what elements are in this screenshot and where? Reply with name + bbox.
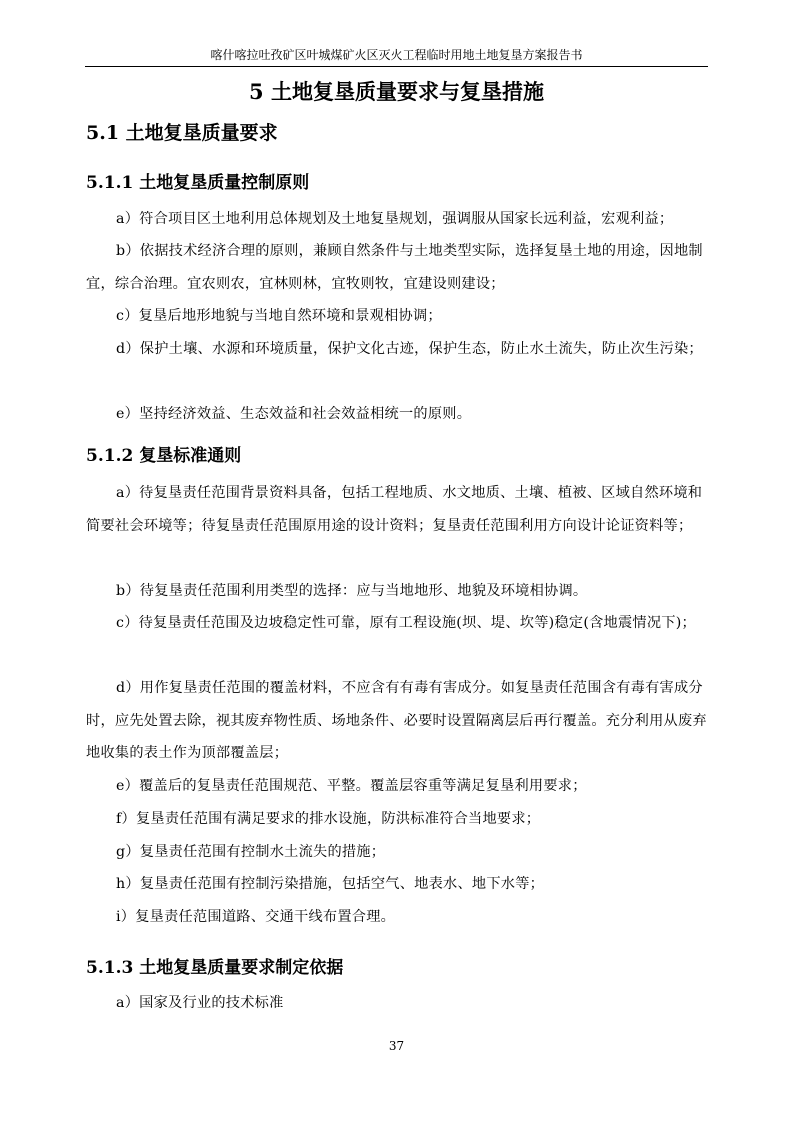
standard-a: a）待复垦责任范围背景资料具备，包括工程地质、水文地质、土壤、植被、区域自然环境和简要社会环境等；待复垦责任范围原用途的设计资料；复垦责任范围利用方向设计论证资料等； [86, 485, 703, 534]
standard-d: d）用作复垦责任范围的覆盖材料，不应含有有毒有害成分。如复垦责任范围含有毒有害成分时，应先处置去除，视其废弃物性质、场地条件、必要时设置隔离层后再行覆盖。充分利用从废弃地收集的表土作为顶部覆盖层； [86, 680, 707, 761]
principle-e: e）坚持经济效益、生态效益和社会效益相统一的原则。 [116, 406, 472, 422]
principle-b: b）依据技术经济合理的原则，兼顾自然条件与土地类型实际，选择复垦土地的用途，因地制宜，综合治理。宜农则农，宜林则林，宜牧则牧，宜建设则建设； [86, 243, 703, 292]
principle-d: d）保护土壤、水源和环境质量，保护文化古迹，保护生态，防止水土流失，防止次生污染； [116, 341, 703, 357]
section-heading-5-1-1: 5.1.1 土地复垦质量控制原则 [86, 173, 310, 193]
page-number: 37 [388, 1039, 405, 1053]
standard-b: b）待复垦责任范围利用类型的选择：应与当地地形、地貌及环境相协调。 [116, 583, 588, 599]
section-heading-5-1-2: 5.1.2 复垦标准通则 [86, 446, 242, 466]
principle-c: c）复垦后地形地貌与当地自然环境和景观相协调； [116, 308, 442, 324]
running-header: 喀什喀拉吐孜矿区叶城煤矿火区灭火工程临时用地土地复垦方案报告书 [85, 46, 708, 67]
standard-g: g）复垦责任范围有控制水土流失的措施； [116, 844, 386, 860]
standard-c: c）待复垦责任范围及边坡稳定性可靠，原有工程设施(坝、堤、坎等)稳定(含地震情况下)； [116, 615, 696, 631]
standard-f: f）复垦责任范围有满足要求的排水设施，防洪标准符合当地要求； [116, 811, 541, 827]
basis-a: a）国家及行业的技术标准 [116, 995, 284, 1011]
section-heading-5-1: 5.1 土地复垦质量要求 [86, 122, 278, 144]
section-heading-5-1-3: 5.1.3 土地复垦质量要求制定依据 [86, 958, 344, 978]
standard-h: h）复垦责任范围有控制污染措施，包括空气、地表水、地下水等； [116, 876, 545, 892]
standard-e: e）覆盖后的复垦责任范围规范、平整。覆盖层容重等满足复垦利用要求； [116, 778, 587, 794]
standard-i: i）复垦责任范围道路、交通干线布置合理。 [116, 909, 396, 925]
chapter-title: 5 土地复垦质量要求与复垦措施 [249, 79, 544, 104]
principle-a: a）符合项目区土地利用总体规划及土地复垦规划，强调服从国家长远利益，宏观利益； [116, 211, 674, 227]
